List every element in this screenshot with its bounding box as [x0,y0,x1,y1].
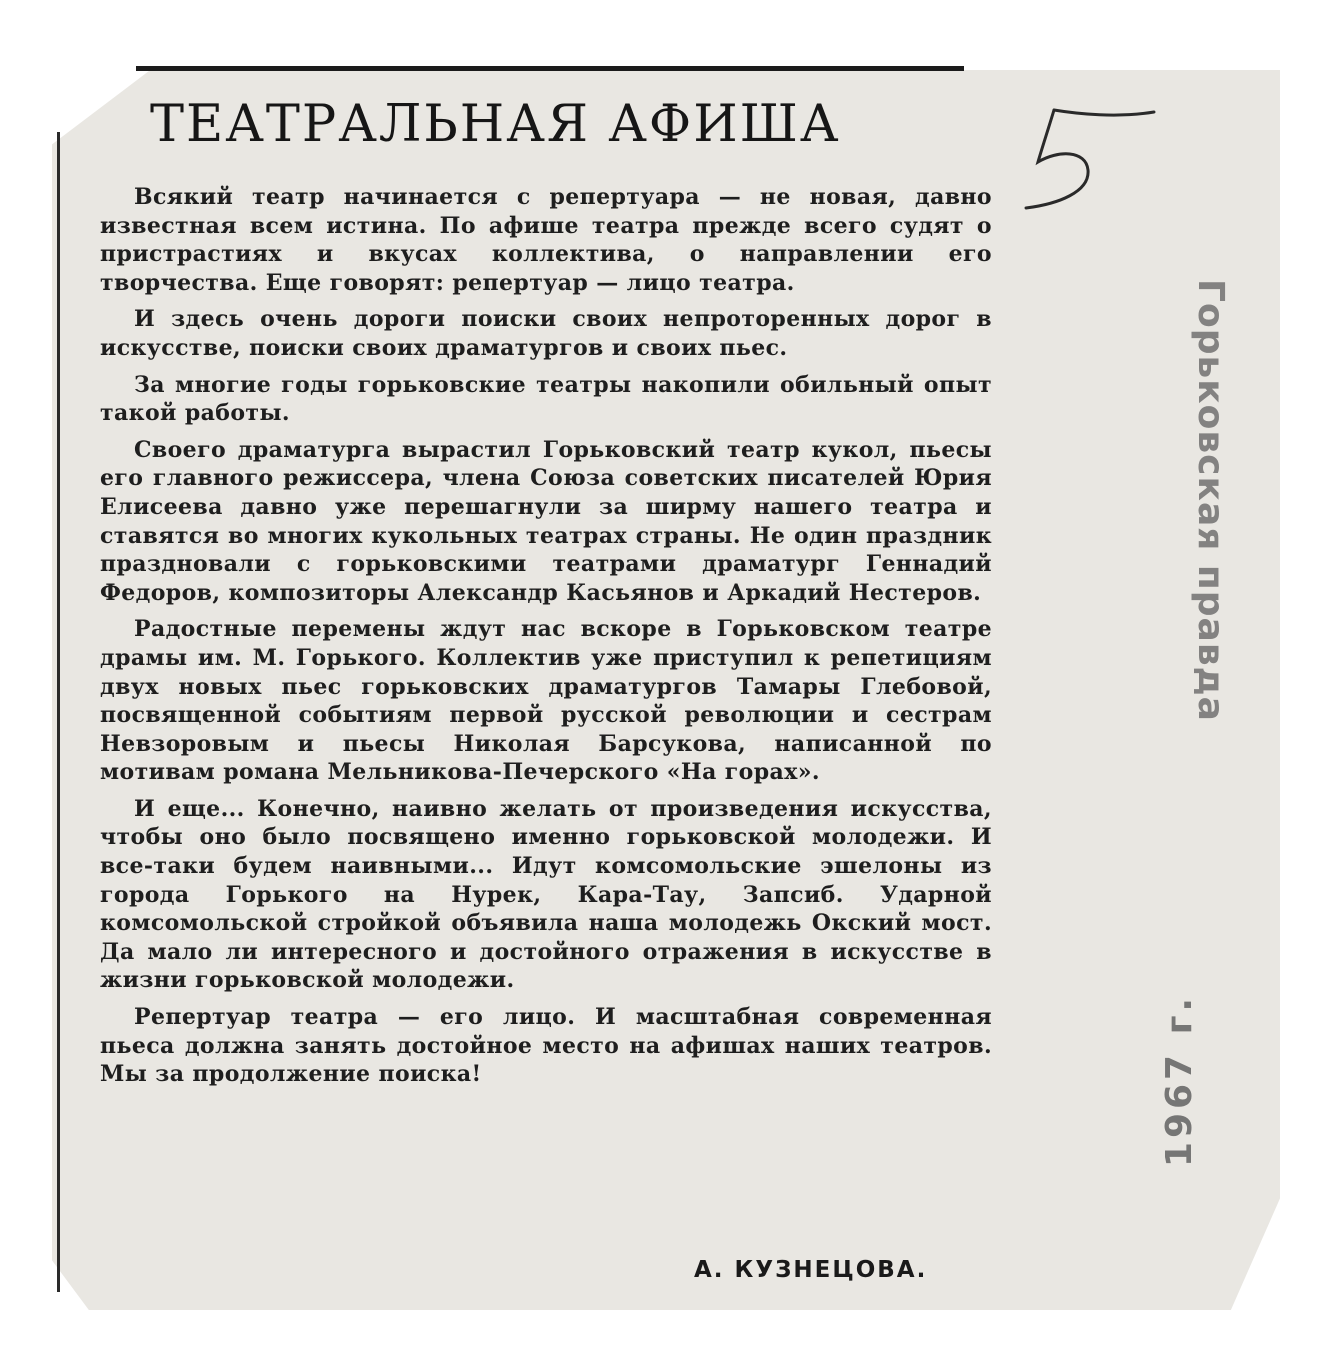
article-paragraph: Радостные перемены ждут нас вскоре в Горьковском театре драмы им. М. Горького. Коллектив уже приступил к репетициям двух новых пьес горьковских драматургов Тамары Глебовой, посвященной событиям первой русской революции и сестрам Невзоровым и пьесы Николая Барсукова, написанной по мотивам романа Мельникова-Печерского «На горах». [100,616,992,786]
article-paragraph: И здесь очень дороги поиски своих непроторенных дорог в искусстве, поиски своих драматургов и своих пьес. [100,306,992,361]
newspaper-name-stamp: Горьковская правда [1189,278,1231,722]
date-stamp: 1967 г. [1159,993,1201,1167]
handwritten-number-mark [1018,100,1158,220]
author-signature: А. КУЗНЕЦОВА. [694,1257,928,1283]
article-paragraph: Репертуар театра — его лицо. И масштабная современная пьеса должна занять достойное место на афишах наших театров. Мы за продолжение поиска! [100,1004,992,1088]
article-paragraph: И еще... Конечно, наивно желать от произведения искусства, чтобы оно было посвящено именно горьковской молодежи. И все-таки будем наивными... Идут комсомольские эшелоны из города Горького на Нурек, Кара-Тау, Запсиб. Ударной комсомольской стройкой объявила наша молодежь Окский мост. Да мало ли интересного и достойного отражения в искусстве в жизни горьковской молодежи. [100,795,992,994]
headline: ТЕАТРАЛЬНАЯ АФИША [150,95,841,154]
article-body [100,183,992,1097]
article-paragraph: Всякий театр начинается с репертуара — не новая, давно известная всем истина. По афише театра прежде всего судят о пристрастиях и вкусах коллектива, о направлении его творчества. Еще говорят: репертуар — лицо театра. [100,184,992,296]
article-paragraph: За многие годы горьковские театры накопили обильный опыт такой работы. [100,371,992,427]
left-rule [57,132,60,1292]
article-paragraph: Своего драматурга вырастил Горьковский театр кукол, пьесы его главного режиссера, члена Союза советских писателей Юрия Елисеева давно уже перешагнули за ширму нашего театра и ставятся во многих кукольных театрах страны. Не один праздник праздновали с горьковскими театрами драматург Геннадий Федоров, композиторы Александр Касьянов и Аркадий Нестеров. [100,436,992,606]
top-rule [136,66,964,71]
